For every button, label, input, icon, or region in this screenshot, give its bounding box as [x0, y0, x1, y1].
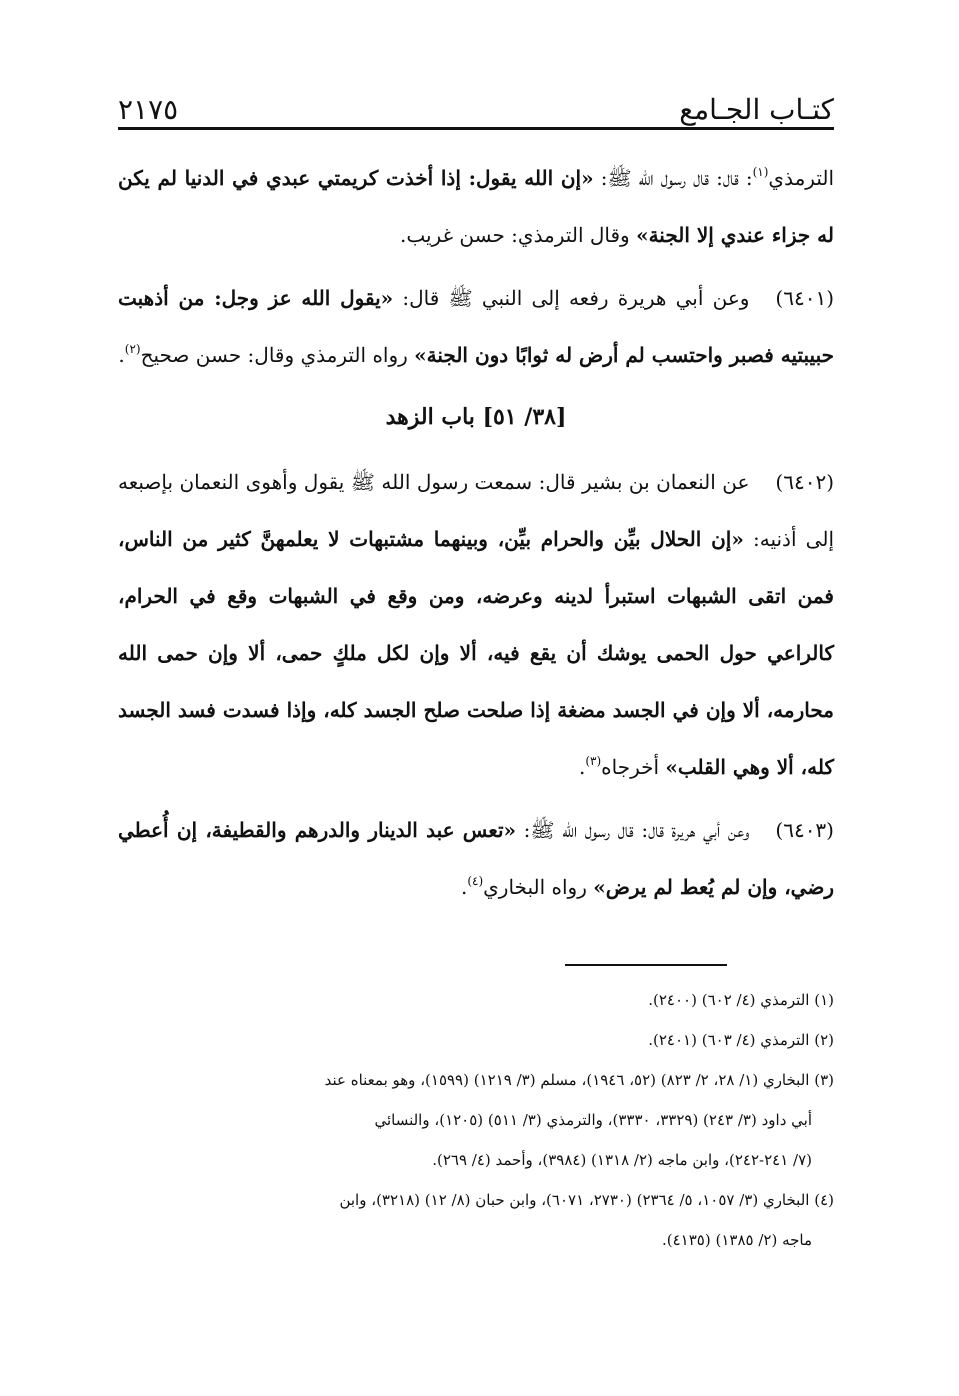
text-run: الترمذي [768, 166, 835, 190]
footnote-line: ماجه (٢/ ١٣٨٥) (٤١٣٥). [661, 1231, 812, 1249]
text-run: أخرجاه [601, 755, 666, 779]
header-rule [118, 127, 834, 130]
hadith-number: (٦٤٠٣) [775, 818, 834, 842]
hadith-number: (٦٤٠٢) [775, 470, 834, 494]
page-header [118, 86, 834, 124]
text-run: وعن أبي هريرة رفعه إلى النبي ﷺ قال: [393, 286, 750, 310]
hadith-number: (٦٤٠١) [775, 286, 834, 310]
footnote-1: (١) الترمذي (٤/ ٦٠٢) (٢٤٠٠). [648, 991, 834, 1009]
section-heading: [٣٨/ ٥١] باب الزهد [385, 404, 567, 430]
hadith-text: «إن الله يقول: إذا أخذت كريمتي عبدي في الدنيا لم يكن له جزاء عندي إلا الجنة» [118, 166, 834, 247]
text-run: . [118, 343, 125, 367]
footnote-ref-4[interactable]: (٤) [467, 874, 484, 888]
page-number: ٢١٧٥ [118, 93, 179, 126]
footnote-2: (٢) الترمذي (٤/ ٦٠٣) (٢٤٠١). [648, 1031, 834, 1049]
text-run: وقال الترمذي: حسن غريب. [399, 223, 637, 247]
text-run: . [578, 755, 586, 779]
footnote-line: أبي داود (٣/ ٢٤٣) (٣٣٢٩، ٣٣٣٠)، والترمذي (٣/ ٥١١) (١٢٠٥)، والنسائي [374, 1111, 812, 1129]
text-run: . [460, 875, 468, 899]
paragraph-6401 [118, 270, 834, 384]
main-text [118, 150, 834, 922]
text-run: وعن أبي هريرة قال: قال رسول الله ﷺ: [516, 818, 750, 842]
text-run: : قال: قال رسول الله ﷺ: [593, 166, 753, 190]
footnote-line: (٧/ ٢٤١-٢٤٢)، وابن ماجه (٢/ ١٣١٨) (٣٩٨٤)، وأحمد (٤/ ٢٦٩). [432, 1151, 812, 1169]
footnote-4 [118, 1180, 834, 1260]
paragraph-1 [118, 150, 834, 264]
footnotes [118, 980, 834, 1260]
footnote-ref-1[interactable]: (١) [752, 165, 769, 179]
footnote-separator [565, 964, 727, 966]
footnote-line: (٣) البخاري (١/ ٢٨، ٢/ ٨٢٣) (٥٢، ١٩٤٦)، مسلم (٣/ ١٢١٩) (١٥٩٩)، وهو بمعناه عند [324, 1071, 834, 1089]
hadith-text: «يقول الله عز وجل: من أذهبت حبيبتيه فصبر واحتسب لم أرض له ثوابًا دون الجنة» [118, 286, 834, 367]
paragraph-6402 [118, 454, 834, 796]
hadith-text: «إن الحلال بيِّن والحرام بيِّن، وبينهما مشتبهات لا يعلمهنَّ كثير من الناس، فمن اتقى الشبهات استبرأ لدينه وعرضه، ومن وقع في الشبهات وقع في الحرام، كالراعي حول الحمى يوشك أن يقع فيه، ألا وإن لكل ملكٍ حمى، ألا وإن حمى الله محارمه، ألا وإن في الجسد مضغة إذا صلحت صلح الجسد كله، وإذا فسدت فسد الجسد كله، ألا وهي القلب» [118, 527, 834, 779]
hadith-text: «تعس عبد الدينار والدرهم والقطيفة، إن أُعطي رضي، وإن لم يُعط لم يرض» [118, 818, 834, 899]
running-title: كتـاب الجـامع [679, 93, 834, 126]
footnote-ref-2[interactable]: (٢) [124, 342, 141, 356]
text-run: عن النعمان بن بشير قال: سمعت رسول الله ﷺ يقول وأهوى النعمان بإصبعه إلى أذنيه: [118, 470, 835, 551]
text-run: رواه الترمذي وقال: حسن صحيح [140, 343, 415, 367]
footnote-line: (٤) البخاري (٣/ ١٠٥٧، ٥/ ٢٣٦٤) (٢٧٣٠، ٦٠٧١)، وابن حبان (٨/ ١٢) (٣٢١٨)، وابن [339, 1191, 834, 1209]
footnote-ref-3[interactable]: (٣) [585, 754, 602, 768]
footnote-3 [118, 1060, 834, 1180]
paragraph-6403 [118, 802, 834, 916]
text-run: رواه البخاري [483, 875, 594, 899]
